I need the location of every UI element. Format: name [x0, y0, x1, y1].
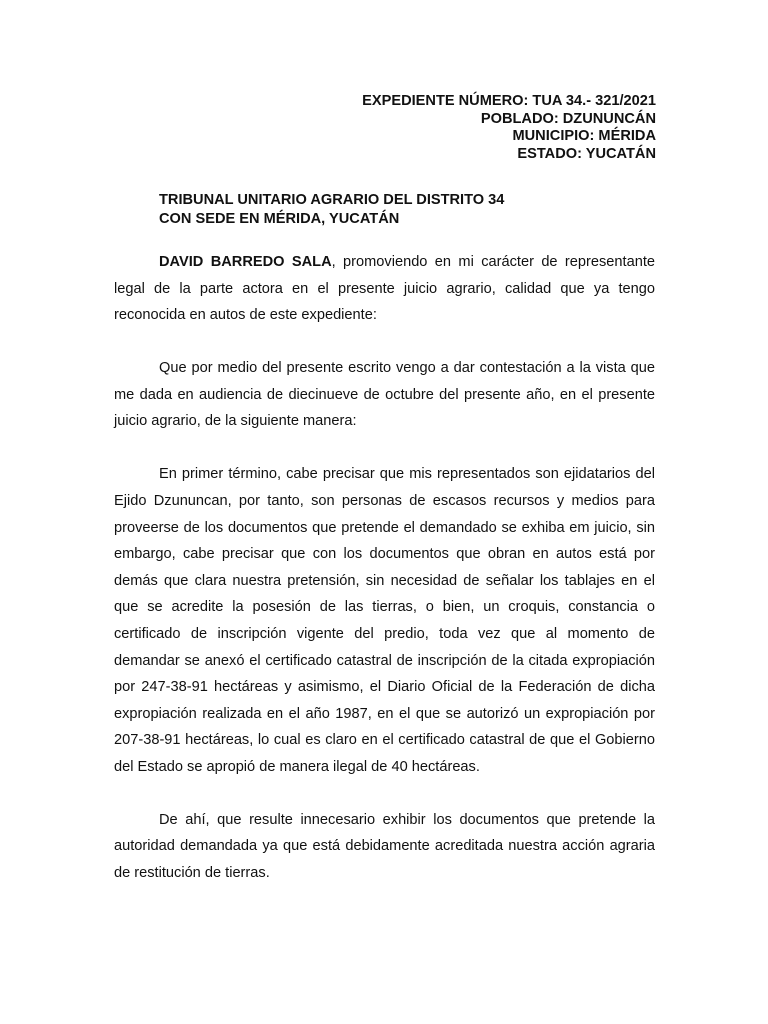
paragraph-conclusion: De ahí, que resulte innecesario exhibir los documentos que pretende la autoridad demandada ya que está debidamente acreditada nuestra acción agraria de restitución de tierras.: [114, 811, 655, 882]
representative-name: DAVID BARREDO SALA: [159, 254, 332, 270]
paragraph-introduction: [114, 249, 655, 329]
addressee-line-2: CON SEDE EN MÉRIDA, YUCATÁN: [159, 210, 400, 227]
letter-body: [114, 249, 655, 913]
addressee-line-1: TRIBUNAL UNITARIO AGRARIO DEL DISTRITO 34: [159, 192, 505, 208]
addressee-block: [159, 191, 504, 228]
case-town: POBLADO: DZUNUNCÁN: [480, 110, 656, 127]
paragraph-purpose: Que por medio del presente escrito vengo a dar contestación a la vista que me dada en audiencia de diecinueve de octubre del presente año, en el presente juicio agrario, de la siguiente manera:: [114, 360, 655, 430]
case-header: [362, 93, 656, 164]
case-state: ESTADO: YUCATÁN: [517, 146, 656, 163]
case-municipality: MUNICIPIO: MÉRIDA: [512, 128, 656, 145]
case-number: EXPEDIENTE NÚMERO: TUA 34.- 321/2021: [362, 93, 656, 109]
introduction-text: , promoviendo en mi carácter de representante legal de la parte actora en el presente juicio agrario, calidad que ya tengo reconocida en autos de este expediente:: [114, 254, 655, 324]
paragraph-argument: En primer término, cabe precisar que mis representados son ejidatarios del Ejido Dzununcan, por tanto, son personas de escasos recursos y medios para proveerse de los documentos que pretende el demandado se exhiba em juicio, sin embargo, cabe precisar que con los documentos que obran en autos está por demás que clara nuestra pretensión, sin necesidad de señalar los tablajes en el que se acredite la posesión de las tierras, o bien, un croquis, constancia o certificado de inscripción vigente del predio, toda vez que al momento de demandar se anexó el certificado catastral de inscripción de la citada expropiación por 247-38-91 hectáreas y asimismo, el Diario Oficial de la Federación de dicha expropiación realizada en el año 1987, en el que se autorizó un expropiación por 207-38-91 hectáreas, lo cual es claro en el certificado catastral de que el Gobierno del Estado se apropió de manera ilegal de 40 hectáreas.: [114, 466, 655, 775]
